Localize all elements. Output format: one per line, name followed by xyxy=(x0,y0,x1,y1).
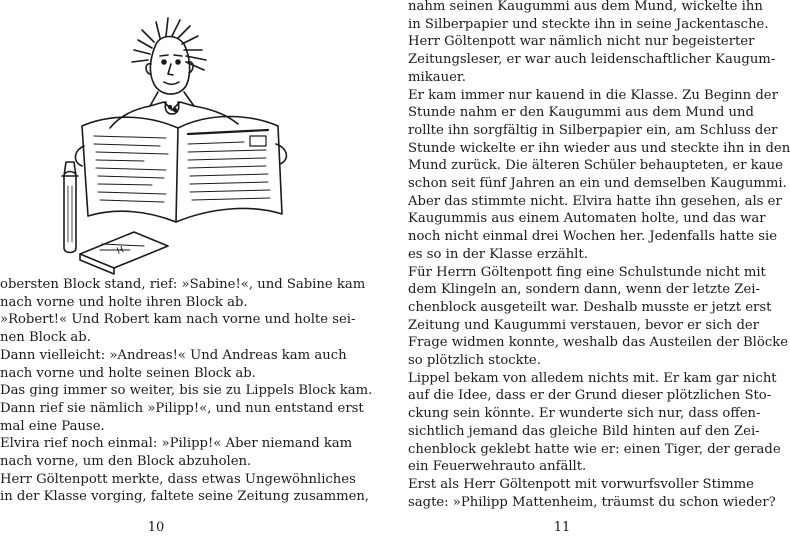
text-line: sagte: »Philipp Mattenheim, träumst du schon wieder? xyxy=(408,494,776,510)
text-line: es so in der Klasse erzählt. xyxy=(408,246,588,262)
text-line: nahm seinen Kaugummi aus dem Mund, wickelte ihn xyxy=(408,0,763,14)
text-line: chenblock ausgeteilt war. Deshalb musste er jetzt erst xyxy=(408,299,772,315)
text-line: Für Herrn Göltenpott fing eine Schulstunde nicht mit xyxy=(408,264,766,280)
text-line: Frage widmen konnte, weshalb das Austeilen der Blöcke xyxy=(408,335,789,351)
text-line: Stunde wickelte er ihn wieder aus und steckte ihn in den xyxy=(408,140,790,156)
text-line: so plötzlich stockte. xyxy=(408,353,541,369)
text-line: Herr Göltenpott merkte, dass etwas Ungewöhnliches xyxy=(0,471,356,487)
text-line: Das ging immer so weiter, bis sie zu Lippels Block kam. xyxy=(0,383,373,399)
teacher-reading-newspaper-illustration xyxy=(60,10,310,268)
text-line: Er kam immer nur kauend in die Klasse. Zu Beginn der xyxy=(408,87,778,103)
text-line: Dann rief sie nämlich »Pilipp!«, und nun entstand erst xyxy=(0,400,364,416)
text-line: mikauer. xyxy=(408,69,466,85)
text-line: sichtlich jemand das gleiche Bild hinten auf den Zei- xyxy=(408,423,760,439)
text-line: in der Klasse vorging, faltete seine Zeitung zusammen, xyxy=(0,489,370,505)
text-line: auf die Idee, dass er der Grund dieser plötzlichen Sto- xyxy=(408,388,772,404)
text-line: ckung sein könnte. Er wunderte sich nur, dass offen- xyxy=(408,406,761,422)
text-line: noch nicht einmal drei Wochen her. Jedenfalls hatte sie xyxy=(408,229,778,245)
right-page-body-text xyxy=(408,0,790,511)
svg-text:H: H xyxy=(115,245,126,257)
text-line: Zeitungsleser, er war auch leidenschaftlicher Kaugum- xyxy=(408,52,776,68)
right-page xyxy=(360,0,790,537)
text-line: schon seit fünf Jahren an ein und demselben Kaugummi. xyxy=(408,176,787,192)
left-page-body-text xyxy=(0,276,373,506)
text-line: nach vorne und holte ihren Block ab. xyxy=(0,294,248,310)
text-line: Lippel bekam von alledem nichts mit. Er kam gar nicht xyxy=(408,370,777,386)
text-line: »Robert!« Und Robert kam nach vorne und holte sei- xyxy=(0,312,356,328)
text-line: nen Block ab. xyxy=(0,330,91,346)
text-line: Elvira rief noch einmal: »Pilipp!« Aber niemand kam xyxy=(0,436,353,452)
text-line: Dann vielleicht: »Andreas!« Und Andreas kam auch xyxy=(0,347,347,363)
text-line: rollte ihn sorgfältig in Silberpapier ein, am Schluss der xyxy=(408,122,778,138)
text-line: chenblock geklebt hatte wie er: einen Tiger, der gerade xyxy=(408,441,781,457)
text-line: Herr Göltenpott war nämlich nicht nur begeisterter xyxy=(408,34,755,50)
text-line: nach vorne und holte seinen Block ab. xyxy=(0,365,256,381)
text-line: Mund zurück. Die älteren Schüler behaupteten, er kaue xyxy=(408,158,783,174)
text-line: ein Feuerwehrauto anfällt. xyxy=(408,459,587,475)
text-line: Kaugummis aus einem Automaten holte, und das war xyxy=(408,211,766,227)
text-line: mal eine Pause. xyxy=(0,418,105,434)
text-line: Stunde nahm er den Kaugummi aus dem Mund und xyxy=(408,105,754,121)
text-line: in Silberpapier und steckte ihn in seine Jackentasche. xyxy=(408,16,769,32)
left-page xyxy=(0,0,373,537)
text-line: dem Klingeln an, sondern dann, wenn der letzte Zei- xyxy=(408,282,760,298)
text-line: obersten Block stand, rief: »Sabine!«, und Sabine kam xyxy=(0,277,366,292)
page-number: 10 xyxy=(147,520,165,535)
text-line: nach vorne, um den Block abzuholen. xyxy=(0,454,252,470)
text-line: Zeitung und Kaugummi verstauen, bevor er sich der xyxy=(408,317,759,333)
page-number: 11 xyxy=(553,520,571,535)
text-line: Aber das stimmte nicht. Elvira hatte ihn gesehen, als er xyxy=(408,193,782,209)
text-line: Erst als Herr Göltenpott mit vorwurfsvoller Stimme xyxy=(408,476,754,492)
